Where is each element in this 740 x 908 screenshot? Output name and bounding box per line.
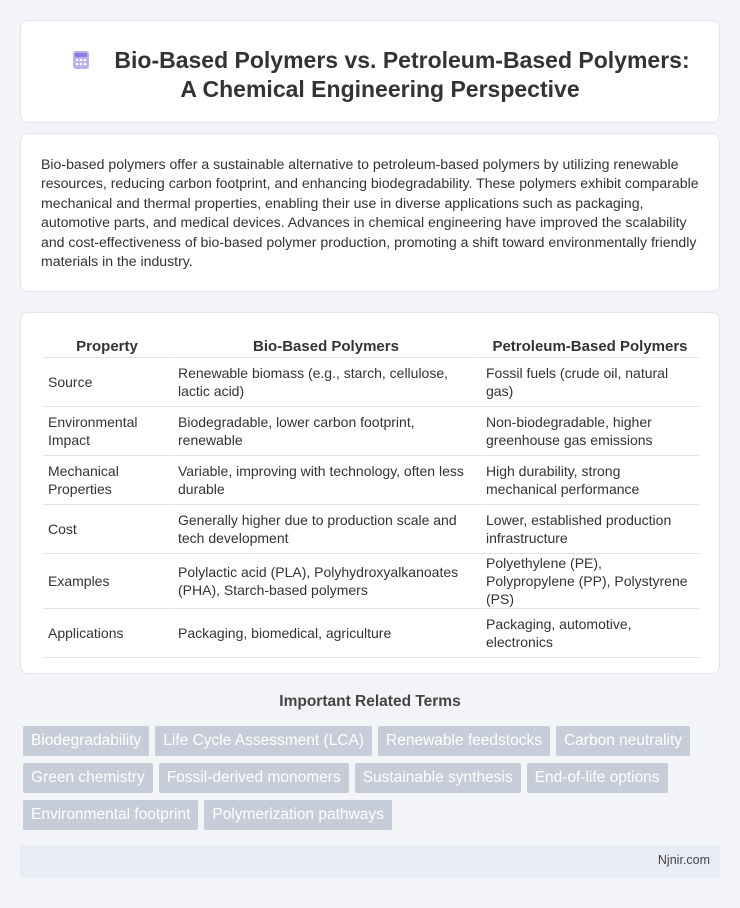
row-bio-value: Variable, improving with technology, often less durable xyxy=(171,456,479,505)
comparison-table xyxy=(43,334,699,658)
tag-carbon-neutrality[interactable]: Carbon neutrality xyxy=(556,726,690,756)
tag-polymerization-pathways[interactable]: Polymerization pathways xyxy=(204,800,391,830)
tag-green-chemistry[interactable]: Green chemistry xyxy=(23,763,153,793)
table-header-row xyxy=(43,334,699,358)
tag-end-of-life-options[interactable]: End-of-life options xyxy=(527,763,668,793)
row-property: Environmental Impact xyxy=(43,407,171,456)
table-row xyxy=(43,505,699,554)
tag-row xyxy=(23,726,723,756)
tag-row xyxy=(23,800,723,830)
header-card xyxy=(20,20,720,123)
intro-card xyxy=(20,133,720,292)
tag-life-cycle-assessment[interactable]: Life Cycle Assessment (LCA) xyxy=(155,726,372,756)
comparison-table-card xyxy=(20,312,720,674)
table-row xyxy=(43,456,699,505)
row-property: Source xyxy=(43,358,171,407)
related-terms-title: Important Related Terms xyxy=(279,693,461,710)
row-property: Cost xyxy=(43,505,171,554)
tag-renewable-feedstocks[interactable]: Renewable feedstocks xyxy=(378,726,550,756)
related-terms-list xyxy=(23,726,723,837)
row-property: Applications xyxy=(43,609,171,658)
row-bio-value: Polylactic acid (PLA), Polyhydroxyalkanoates (PHA), Starch-based polymers xyxy=(171,554,479,609)
row-bio-value: Renewable biomass (e.g., starch, cellulose, lactic acid) xyxy=(171,358,479,407)
page-title xyxy=(61,46,699,104)
tag-biodegradability[interactable]: Biodegradability xyxy=(23,726,149,756)
footer-brand: Njnir.com xyxy=(657,853,710,867)
tag-fossil-derived-monomers[interactable]: Fossil-derived monomers xyxy=(159,763,349,793)
row-petroleum-value: Non-biodegradable, higher greenhouse gas emissions xyxy=(479,407,699,456)
intro-paragraph: Bio-based polymers offer a sustainable alternative to petroleum-based polymers by utilizing renewable resources, reducing carbon footprint, and enhancing biodegradability. These polymers exhibit comparable mechanical and thermal properties, enabling their use in diverse applications such as packaging, automotive parts, and medical devices. Advances in chemical engineering have improved the scalability and cost-effectiveness of bio-based polymer production, promoting a shift toward environmentally friendly materials in the industry. xyxy=(41,156,699,270)
header-bio-based: Bio-Based Polymers xyxy=(171,334,479,358)
row-bio-value: Packaging, biomedical, agriculture xyxy=(171,609,479,658)
footer xyxy=(20,845,720,878)
table-row xyxy=(43,554,699,609)
table-row xyxy=(43,358,699,407)
row-bio-value: Biodegradable, lower carbon footprint, renewable xyxy=(171,407,479,456)
row-petroleum-value: Fossil fuels (crude oil, natural gas) xyxy=(479,358,699,407)
calculator-icon xyxy=(70,49,92,71)
header-petroleum-based: Petroleum-Based Polymers xyxy=(479,334,699,358)
row-petroleum-value: Polyethylene (PE), Polypropylene (PP), Polystyrene (PS) xyxy=(479,554,699,609)
tag-environmental-footprint[interactable]: Environmental footprint xyxy=(23,800,198,830)
table-row xyxy=(43,407,699,456)
row-property: Mechanical Properties xyxy=(43,456,171,505)
row-petroleum-value: Lower, established production infrastructure xyxy=(479,505,699,554)
row-petroleum-value: Packaging, automotive, electronics xyxy=(479,609,699,658)
page-title-text: Bio-Based Polymers vs. Petroleum-Based Polymers: A Chemical Engineering Perspective xyxy=(114,47,690,102)
row-bio-value: Generally higher due to production scale and tech development xyxy=(171,505,479,554)
header-property: Property xyxy=(43,334,171,358)
tag-row xyxy=(23,763,723,793)
tag-sustainable-synthesis[interactable]: Sustainable synthesis xyxy=(355,763,521,793)
row-property: Examples xyxy=(43,554,171,609)
row-petroleum-value: High durability, strong mechanical performance xyxy=(479,456,699,505)
table-row xyxy=(43,609,699,658)
